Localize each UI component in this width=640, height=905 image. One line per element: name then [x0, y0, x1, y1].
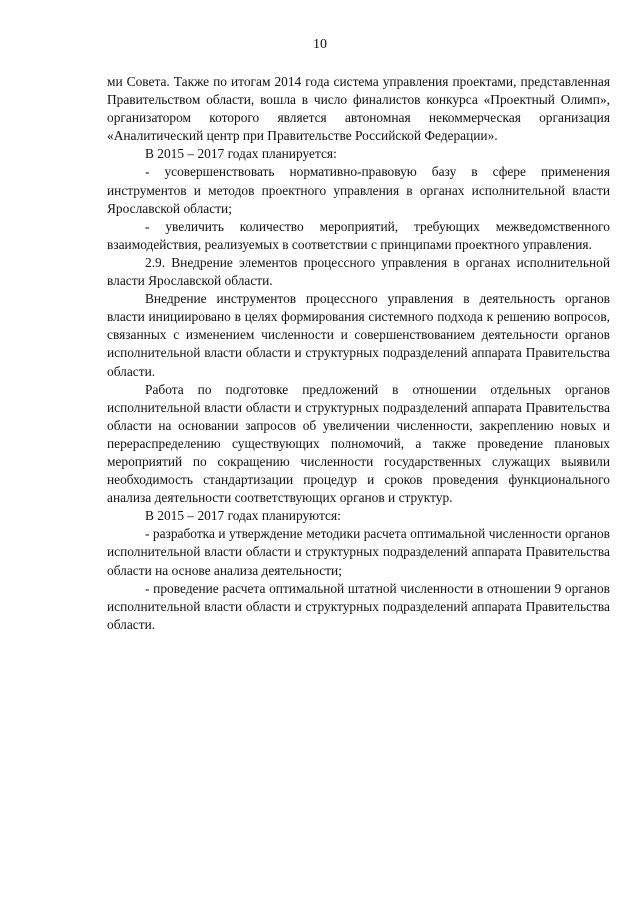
list-item-plan: - проведение расчета оптимальной штатной численности в отношении 9 органов исполнительной власти области и структурных подразделений аппарата Правительства области. [107, 580, 610, 632]
paragraph: Внедрение инструментов процессного управления в деятельность органов власти инициировано в целях формирования системного подхода к решению вопросов, связанных с изменением численности и совершенствованием деятельности органов исполнительной власти области и структурных подразделений аппарата Правительства области. [107, 291, 610, 379]
page-number: 10 [313, 37, 327, 52]
paragraph-continuation: ми Совета. Также по итогам 2014 года система управления проектами, представленная Правительством области, вошла в число финалистов конкурса «Проектный Олимп», организатором которого является автономная некоммерческая организация «Аналитический центр при Правительстве Российской Федерации». [107, 74, 610, 144]
list-item-plan: - усовершенствовать нормативно-правовую базу в сфере применения инструментов и методов проектного управления в органах исполнительной власти Ярославской области; [107, 164, 610, 216]
paragraph-plan-heading: В 2015 – 2017 годах планируется: [145, 146, 337, 162]
document-body [107, 73, 610, 634]
list-item-plan: - увеличить количество мероприятий, требующих межведомственного взаимодействия, реализуемых в соответствии с принципами проектного управления. [107, 218, 610, 252]
paragraph: Работа по подготовке предложений в отношении отдельных органов исполнительной власти области и структурных подразделений аппарата Правительства области на основании запросов об увеличении численности, закреплению новых и перераспределению существующих полномочий, а также проведение плановых мероприятий по сокращению численности государственных служащих выявили необходимость стандартизации процедур и сроков проведения функционального анализа деятельности соответствующих органов и структур. [107, 381, 610, 506]
section-heading: 2.9. Внедрение элементов процессного управления в органах исполнительной власти Ярославской области. [107, 254, 610, 289]
paragraph-plan-heading: В 2015 – 2017 годах планируются: [145, 508, 341, 524]
list-item-plan: - разработка и утверждение методики расчета оптимальной численности органов исполнительной власти области и структурных подразделений аппарата Правительства области на основе анализа деятельности; [107, 526, 610, 578]
